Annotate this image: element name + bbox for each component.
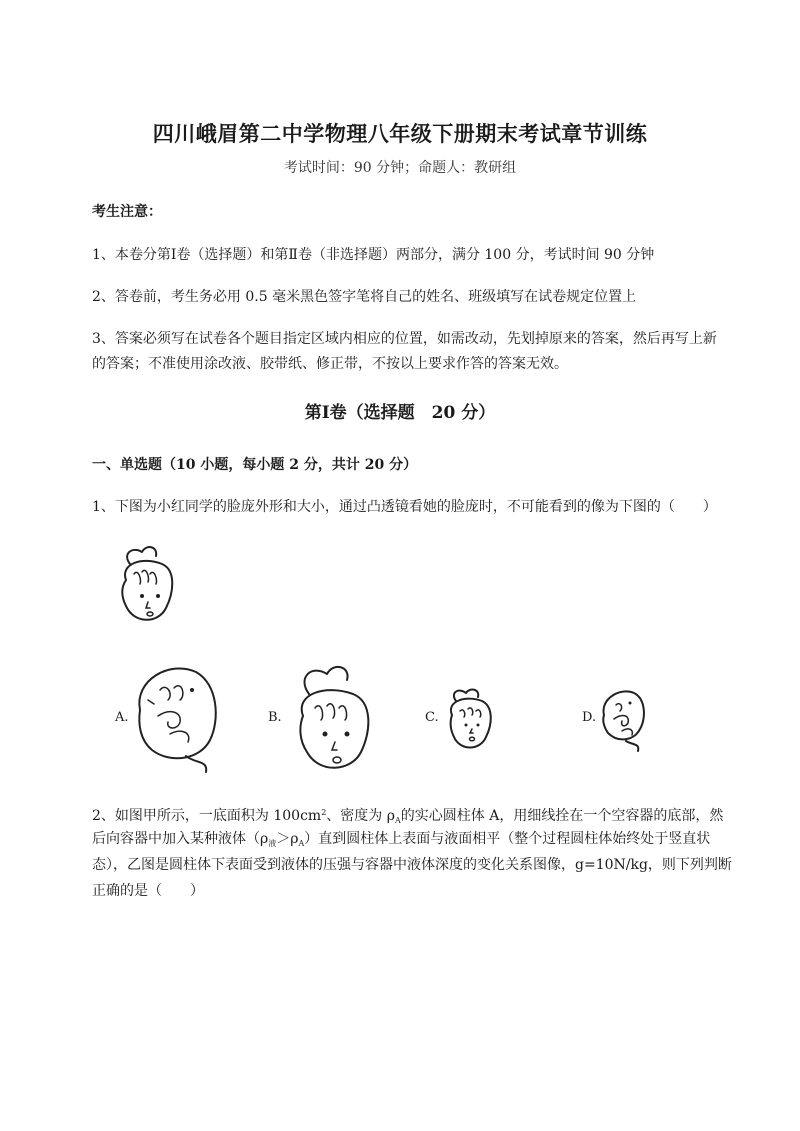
notice-item-3-line2: 的答案；不准使用涂改液、胶带纸、修正带，不按以上要求作答的答案无效。 bbox=[92, 356, 568, 372]
question-2-line1: 2、如图甲所示，一底面积为 $100cm^2$、密度为 $\rho_A$的实心圆柱体 A，用细线拴在一个空容器的底部，然 bbox=[92, 808, 724, 825]
document-subtitle: 考试时间：90 分钟；命题人：教研组 bbox=[283, 160, 517, 176]
notice-item-1: 1、本卷分第Ⅰ卷（选择题）和第Ⅱ卷（非选择题）两部分，满分 100 分，考试时间 90 分钟 bbox=[92, 247, 655, 263]
section-heading: 一、单选题（10 小题，每小题 2 分，共计 20 分） bbox=[92, 457, 418, 473]
option-a-label: A. bbox=[115, 710, 129, 725]
question-2-line4: 正确的是（ ） bbox=[92, 883, 204, 899]
option-c-label: C. bbox=[425, 710, 439, 725]
question-2-line2: 后向容器中加入某种液体$(\rho_液>\rho_A)$直到圆柱体上表面与液面相平（整个过程圆柱体始终处于竖直状 bbox=[92, 831, 711, 848]
notice-item-3-line1: 3、答案必须写在试卷各个题目指定区域内相应的位置，如需改动，先划掉原来的答案，然后再写上新 bbox=[92, 331, 717, 347]
option-b-label: B. bbox=[268, 710, 282, 725]
notice-item-2: 2、答卷前，考生务必用 0.5 毫米黑色签字笔将自己的姓名、班级填写在试卷规定位置上 bbox=[92, 289, 637, 305]
option-d-face-image[interactable] bbox=[596, 685, 651, 753]
option-d-label: D. bbox=[582, 710, 597, 725]
option-a-face-image[interactable] bbox=[130, 660, 225, 775]
question-1-stem: 1、下图为小红同学的脸庞外形和大小，通过凸透镜看她的脸庞时，不可能看到的像为下图的（ ） bbox=[92, 499, 717, 515]
option-b-face-image[interactable] bbox=[285, 660, 385, 780]
option-c-face-image[interactable] bbox=[440, 685, 500, 757]
reference-face-image bbox=[112, 540, 182, 630]
document-title: 四川峨眉第二中学物理八年级下册期末考试章节训练 bbox=[152, 121, 648, 146]
notice-heading: 考生注意： bbox=[92, 204, 162, 220]
part1-title: 第Ⅰ卷（选择题 20 分） bbox=[304, 403, 496, 423]
question-2-line3: 态），乙图是圆柱体下表面受到液体的压强与容器中液体深度的变化关系图像，g=10N/kg，则下列判断 bbox=[92, 857, 732, 873]
